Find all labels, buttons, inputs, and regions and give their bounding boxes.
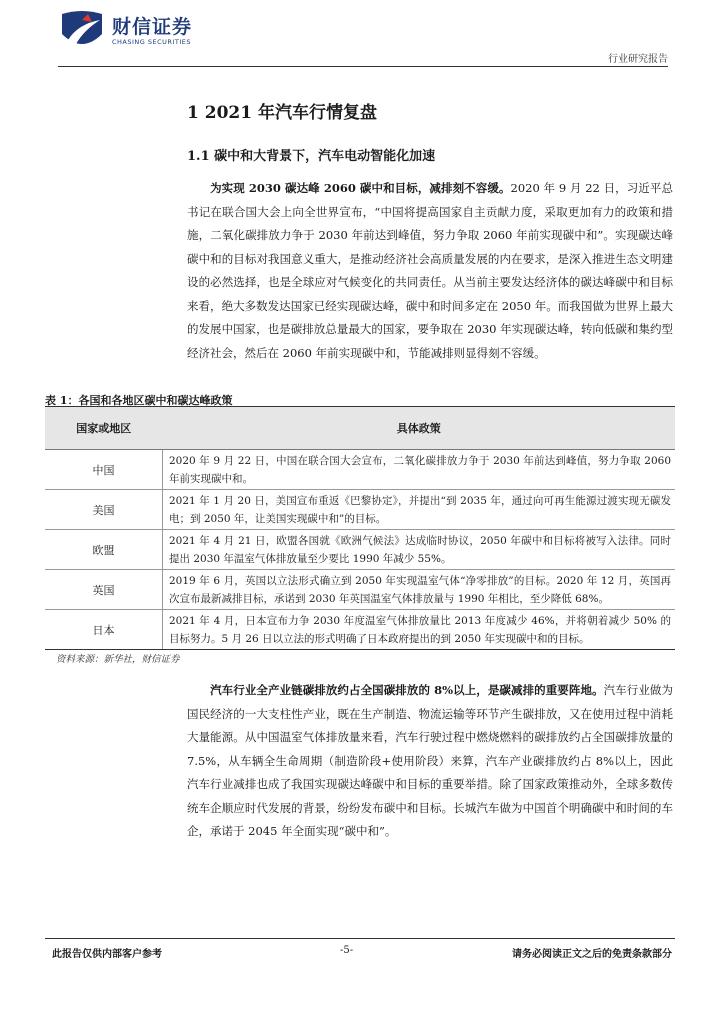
- footer-divider: [45, 938, 675, 939]
- table-row: [45, 450, 675, 490]
- country-cell: 美国: [45, 490, 163, 530]
- page-header: [58, 10, 668, 65]
- footer-disclaimer-left: 此报告仅供内部客户参考: [52, 949, 162, 960]
- company-logo: [58, 10, 192, 52]
- table-source: 资料来源：新华社，财信证券: [56, 654, 180, 665]
- policy-cell: 2021 年 4 月，日本宣布力争 2030 年度温室气体排放量比 2013 年度减少 46%，并将朝着减少 50% 的目标努力。5 月 26 日以立法的形式明确了日本政府提出的到 2050 年实现碳中和的目标。: [163, 610, 676, 650]
- section-heading: 1 2021 年汽车行情复盘: [187, 103, 377, 123]
- paragraph-auto-emissions: [187, 679, 673, 844]
- chasing-securities-logo-icon: [58, 10, 106, 52]
- country-cell: 日本: [45, 610, 163, 650]
- table-caption: 表 1：各国和各地区碳中和碳达峰政策: [45, 394, 233, 407]
- country-cell: 欧盟: [45, 530, 163, 570]
- logo-english-name: CHASING SECURITIES: [112, 37, 191, 46]
- policy-cell: 2019 年 6 月，英国以立法形式确立到 2050 年实现温室气体“净零排放”的目标。2020 年 12 月，英国再次宣布最新减排目标，承诺到 2030 年英国温室气体排放量与 1990 年相比，至少降低 68%。: [163, 570, 676, 610]
- table-row: [45, 530, 675, 570]
- policy-cell: 2021 年 1 月 20 日，美国宣布重返《巴黎协定》，并提出“到 2035 年，通过向可再生能源过渡实现无碳发电；到 2050 年，让美国实现碳中和”的目标。: [163, 490, 676, 530]
- subsection-heading: 1.1 碳中和大背景下，汽车电动智能化加速: [187, 149, 436, 164]
- paragraph-lead: 为实现 2030 碳达峰 2060 碳中和目标，减排刻不容缓。: [210, 181, 511, 195]
- table-row: [45, 610, 675, 650]
- page-number: -5-: [340, 945, 354, 956]
- column-header-country: 国家或地区: [45, 407, 163, 450]
- header-divider: [58, 66, 668, 67]
- paragraph-carbon-targets: [187, 177, 673, 365]
- table-row: [45, 490, 675, 530]
- policy-cell: 2021 年 4 月 21 日，欧盟各国就《欧洲气候法》达成临时协议，2050 年碳中和目标将被写入法律。同时提出 2030 年温室气体排放量至少要比 1990 年减少 55%。: [163, 530, 676, 570]
- table-row: [45, 570, 675, 610]
- policy-cell: 2020 年 9 月 22 日，中国在联合国大会宣布，二氧化碳排放力争于 2030 年前达到峰值，努力争取 2060 年前实现碳中和。: [163, 450, 676, 490]
- logo-chinese-name: 财信证券: [112, 15, 193, 38]
- column-header-policy: 具体政策: [163, 407, 676, 450]
- paragraph-body: 2020 年 9 月 22 日，习近平总书记在联合国大会上向全世界宣布，“中国将提高国家自主贡献力度，采取更加有力的政策和措施，二氧化碳排放力争于 2030 年前达到峰值，努力争取 2060 年前实现碳中和”。实现碳达峰碳中和的目标对我国意义重大，是推动经济社会高质量发展的内在要求，是深入推进生态文明建设的必然选择，也是全球应对气候变化的共同责任。从当前主要发达经济体的碳达峰碳中和目标来看，绝大多数发达国家已经实现碳达峰，碳中和时间多定在 2050 年。而我国做为世界上最大的发展中国家，也是碳排放总量最大的国家，要争取在 2030 年实现碳达峰，转向低碳和集约型经济社会，然后在 2060 年前实现碳中和，节能减排则显得刻不容缓。: [187, 181, 673, 360]
- paragraph-body: 汽车行业做为国民经济的一大支柱性产业，既在生产制造、物流运输等环节产生碳排放，又在使用过程中消耗大量能源。从中国温室气体排放量来看，汽车行驶过程中燃烧燃料的碳排放约占全国碳排放量的 7.5%，从车辆全生命周期（制造阶段+使用阶段）来算，汽车产业碳排放约占 8%以上，因此汽车行业减排也成了我国实现碳达峰碳中和目标的重要举措。除了国家政策推动外，全球多数传统车企顺应时代发展的背景，纷纷发布碳中和目标。长城汽车做为中国首个明确碳中和时间的车企，承诺于 2045 年全面实现“碳中和”。: [187, 683, 673, 838]
- paragraph-lead: 汽车行业全产业链碳排放约占全国碳排放的 8%以上，是碳减排的重要阵地。: [210, 683, 604, 697]
- policy-table: [45, 406, 675, 650]
- country-cell: 英国: [45, 570, 163, 610]
- report-type-label: 行业研究报告: [608, 54, 668, 65]
- footer-disclaimer-right: 请务必阅读正文之后的免责条款部分: [512, 949, 672, 960]
- country-cell: 中国: [45, 450, 163, 490]
- table-header-row: [45, 407, 675, 450]
